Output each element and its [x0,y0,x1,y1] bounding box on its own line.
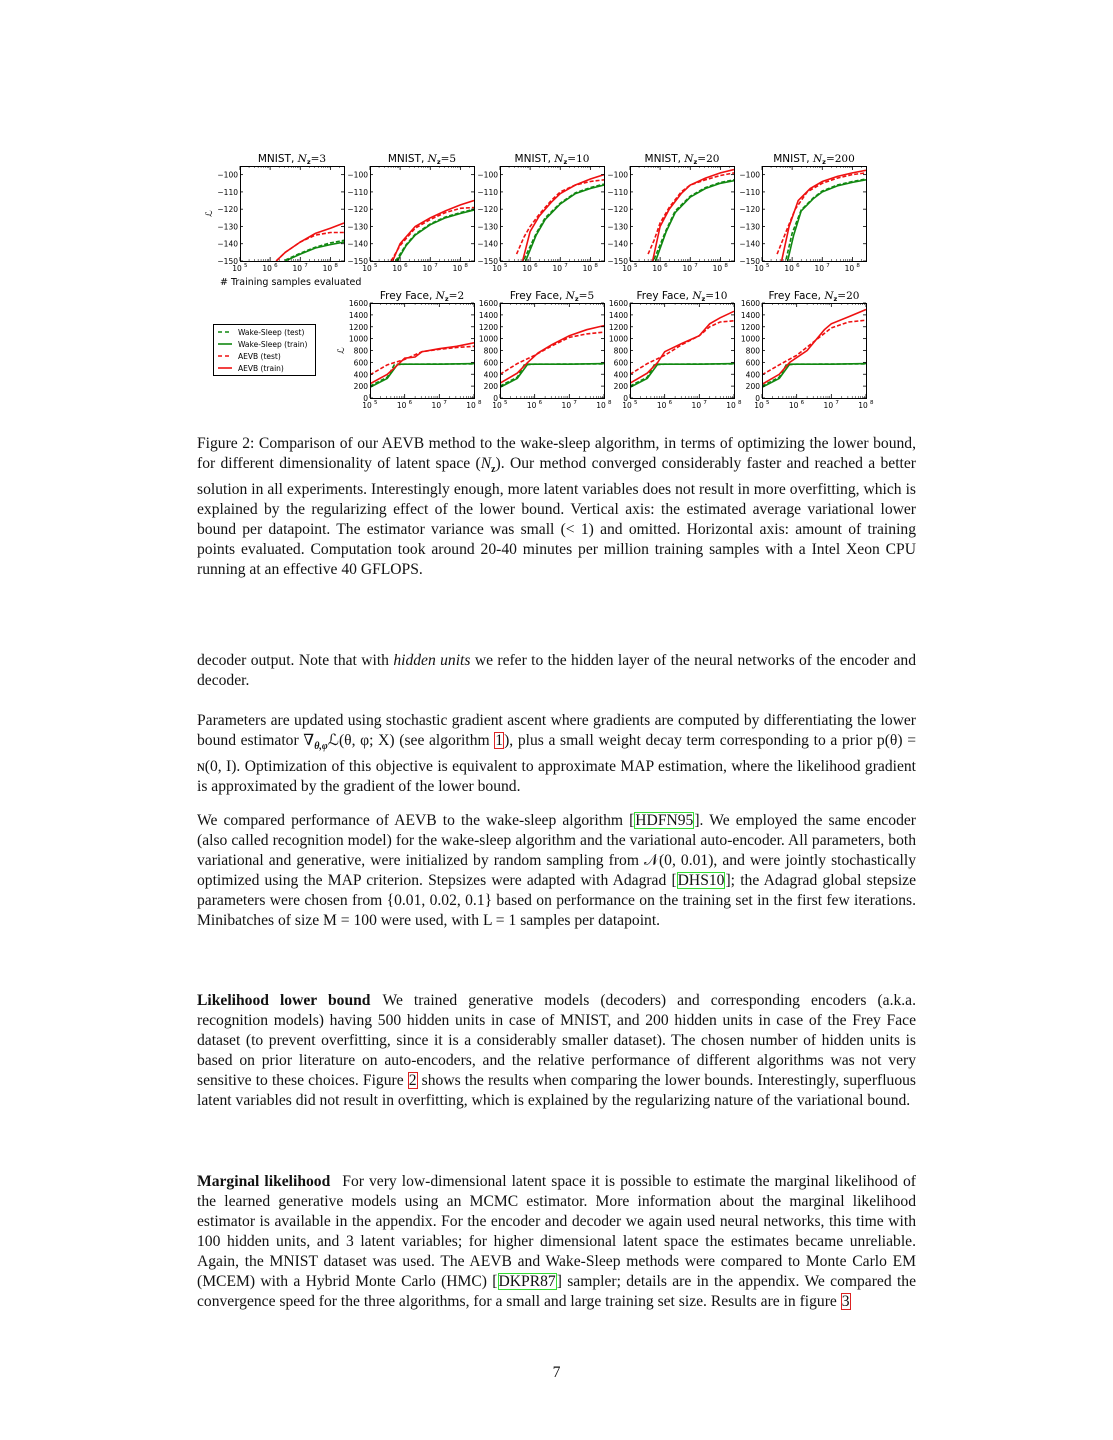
subplot-3 [607,153,734,273]
x-axis-label: # Training samples evaluated [220,277,362,288]
y-tick-label: 1600 [348,299,368,308]
y-tick-label: 400 [745,370,760,380]
subplot-1 [347,153,474,273]
y-tick-label: 1600 [740,299,760,308]
x-tick-exponent: 7 [694,263,698,269]
x-tick-label: 10 [362,401,372,410]
y-tick-label: 200 [353,382,368,392]
series-line [391,208,474,262]
y-tick-label: −120 [347,205,368,215]
subplot-title: Frey Face, Nz=20 [768,290,860,303]
figure-caption [197,434,916,580]
x-tick-exponent: 8 [870,400,874,406]
y-tick-label: −140 [607,239,628,249]
x-tick-exponent: 7 [826,263,830,269]
series-line [500,332,604,374]
x-tick-label: 10 [492,264,502,273]
x-tick-exponent: 6 [668,400,673,406]
x-tick-exponent: 8 [334,263,338,269]
x-tick-exponent: 8 [594,263,598,269]
y-axis-label: ℒ [337,347,347,354]
text: decoder output. Note that with [197,652,394,669]
paragraph-2 [197,711,916,797]
x-tick-label: 10 [422,264,433,273]
y-tick-label: 800 [483,346,498,356]
y-tick-label: −120 [477,205,498,215]
paragraph-marginal-likelihood [197,1172,916,1312]
subplot-title: MNIST, Nz=20 [644,153,720,166]
x-tick-label: 10 [362,264,372,273]
y-tick-label: 1400 [740,310,760,320]
x-tick-exponent: 8 [464,263,468,269]
legend-label: Wake-Sleep (test) [238,328,305,337]
x-tick-exponent: 7 [443,400,447,406]
series-line [654,180,734,259]
algorithm-ref-link[interactable]: 1 [495,732,504,749]
x-tick-exponent: 7 [703,400,707,406]
x-tick-exponent: 5 [244,263,248,269]
text: We compared performance of AEVB to the wake-sleep algorithm [ [197,812,635,829]
figure-3-ref-link[interactable]: 3 [841,1293,850,1310]
x-tick-label: 10 [262,264,272,273]
text: ℒ(θ, φ; X) (see algorithm [327,732,495,749]
y-tick-label: 800 [613,346,628,356]
citation-dkpr87-link[interactable]: DKPR87 [498,1273,556,1290]
x-tick-label: 10 [691,401,702,410]
paragraph-3 [197,811,916,931]
paragraph-likelihood-lower-bound [197,991,916,1111]
y-tick-label: −140 [217,239,238,249]
y-tick-label: −130 [217,222,238,232]
series-line [777,173,866,254]
y-tick-label: 0 [755,394,760,403]
series-line [500,364,604,388]
y-tick-label: 600 [483,358,498,368]
y-tick-label: 400 [613,370,628,380]
y-tick-label: −150 [477,257,498,266]
figure-2 [0,0,1113,420]
x-tick-label: 10 [232,264,242,273]
subplot-2 [477,153,604,273]
page-number: 7 [552,1364,561,1381]
y-tick-label: −150 [217,257,238,266]
x-tick-exponent: 6 [538,400,543,406]
y-tick-label: 1200 [348,322,368,332]
series-line [762,320,866,375]
x-tick-label: 10 [726,401,736,410]
x-tick-label: 10 [322,264,333,273]
y-tick-label: −150 [739,257,760,266]
x-tick-label: 10 [452,264,463,273]
subplot-0 [205,153,345,273]
x-tick-exponent: 8 [738,400,742,406]
x-tick-label: 10 [814,264,825,273]
y-tick-label: 1600 [478,299,498,308]
text: ] sampler; details are in the appendix. We compared the convergence speed for the three algorithms, for a small and large training set size. Results are in figure [197,1273,916,1310]
x-tick-exponent: 6 [274,263,278,269]
y-tick-label: −110 [739,187,760,197]
x-tick-label: 10 [844,264,855,273]
subplot-7 [609,290,742,410]
y-tick-label: 1200 [608,322,628,332]
series-line [285,242,344,261]
x-tick-label: 10 [858,401,868,410]
x-tick-label: 10 [552,264,563,273]
text: we refer to the hidden layer of the neural networks of the encoder and decoder. [197,652,916,689]
y-tick-label: −140 [347,239,368,249]
y-tick-label: −110 [217,187,238,197]
x-tick-label: 10 [784,264,794,273]
y-tick-label: 600 [353,358,368,368]
x-tick-exponent: 6 [796,263,800,269]
series-line [517,180,604,254]
subplot-title: MNIST, Nz=200 [773,153,855,166]
y-tick-label: −110 [347,187,368,197]
y-tick-label: 1000 [608,334,628,344]
y-tick-label: −100 [477,170,498,180]
x-tick-label: 10 [561,401,572,410]
y-tick-label: 200 [483,382,498,392]
subplot-8 [741,290,874,410]
x-tick-label: 10 [492,401,502,410]
y-tick-label: −130 [739,222,760,232]
x-tick-exponent: 5 [374,400,378,406]
text: ]. We employed the same encoder (also called recognition model) for the wake-sleep algorithm and the variational auto-encoder. All parameters, both variational and generative, were initialized by random sampling from 𝒩(0, 0.01), and were jointly stochastically optimized using the MAP criterion. Stepsizes were adapted with Adagrad [ [197,812,917,889]
x-tick-label: 10 [682,264,693,273]
caption-math: N [480,455,492,472]
subplot-title: MNIST, Nz=10 [514,153,590,166]
x-tick-exponent: 5 [766,263,770,269]
x-tick-label: 10 [466,401,476,410]
plot-frame [763,167,867,262]
subplot-title: Frey Face, Nz=10 [636,290,728,303]
y-tick-label: −100 [347,170,368,180]
series-line [788,180,866,261]
y-tick-label: 0 [623,394,628,403]
subplot-4 [739,153,866,273]
legend-label: AEVB (train) [238,364,284,373]
caption-text: Figure 2: Comparison of our AEVB method to the wake-sleep algorithm, in terms of optimizing the lower bound, for different dimensionality of latent space ( [197,435,916,472]
x-tick-label: 10 [392,264,402,273]
x-tick-label: 10 [582,264,593,273]
x-tick-exponent: 5 [504,263,508,269]
series-line [393,201,474,262]
plot-frame [501,167,605,262]
x-tick-exponent: 6 [534,263,538,269]
subplot-6 [479,290,612,410]
section-heading: Likelihood lower bound [197,992,371,1009]
y-tick-label: −150 [347,257,368,266]
y-tick-label: 0 [363,394,368,403]
legend [214,325,316,376]
plot-frame [501,304,605,399]
y-tick-label: −110 [607,187,628,197]
y-tick-label: 1200 [740,322,760,332]
y-tick-label: 1000 [478,334,498,344]
series-line [630,321,734,375]
x-tick-exponent: 7 [304,263,308,269]
y-tick-label: −130 [347,222,368,232]
emphasis: hidden units [393,652,471,669]
text: We trained generative models (decoders) and corresponding encoders (a.k.a. recognition models) having 500 hidden units in case of MNIST, and 200 hidden units in case of the Frey Face dataset (to prevent overfitting, since it is a considerably smaller dataset). The chosen number of hidden units is based on prior literature on auto-encoders, and the relative performance of different algorithms was not very sensitive to these choices. Figure [197,992,916,1089]
x-tick-exponent: 5 [504,400,508,406]
x-tick-exponent: 5 [766,400,770,406]
x-tick-label: 10 [622,264,632,273]
y-tick-label: 0 [493,394,498,403]
paragraph-1 [197,651,916,691]
x-tick-exponent: 6 [404,263,408,269]
y-tick-label: 1400 [478,310,498,320]
figure-2-ref-link[interactable]: 2 [408,1072,417,1089]
citation-dhs10-link[interactable]: DHS10 [677,872,725,889]
x-tick-exponent: 8 [608,400,612,406]
x-tick-label: 10 [823,401,834,410]
x-tick-exponent: 7 [573,400,577,406]
text: ]; the Adagrad global stepsize parameters were chosen from {0.01, 0.02, 0.1} based on performance on the training set in the first few iterations. Minibatches of size M = 100 were used, with L = 1 samples per datapoint. [197,872,916,929]
legend-label: AEVB (test) [238,352,281,361]
y-tick-label: 600 [613,358,628,368]
caption-text-2: ). Our method converged considerably faster and reached a better solution in all experiments. Interestingly enough, more latent variables does not result in more overfitting, which is explained by the regularizing effect of the lower bound. Vertical axis: the estimated average variational lower bound per datapoint. The estimator variance was small (< 1) and omitted. Horizontal axis: amount of training points evaluated. Computation took around 20-40 minutes per million training samples with a Intel Xeon CPU running at an effective 40 GFLOPS. [197,455,916,579]
citation-hdfn95-link[interactable]: HDFN95 [635,812,694,829]
x-tick-label: 10 [292,264,303,273]
math-sub: θ,φ [314,741,328,753]
x-tick-exponent: 6 [408,400,413,406]
x-tick-label: 10 [754,401,764,410]
x-tick-exponent: 6 [800,400,805,406]
y-tick-label: 1000 [740,334,760,344]
y-tick-label: −100 [607,170,628,180]
x-tick-label: 10 [788,401,799,410]
x-tick-label: 10 [754,264,764,273]
y-tick-label: −120 [217,205,238,215]
x-tick-label: 10 [431,401,442,410]
subplot-title: Frey Face, Nz=5 [509,290,595,303]
y-tick-label: 600 [745,358,760,368]
subplot-title: Frey Face, Nz=2 [379,290,465,303]
y-tick-label: −140 [477,239,498,249]
y-tick-label: −150 [607,257,628,266]
y-axis-label: ℒ [205,210,215,217]
series-line [370,346,474,375]
x-tick-exponent: 8 [478,400,482,406]
y-tick-label: −120 [607,205,628,215]
y-tick-label: −100 [217,170,238,180]
y-tick-label: 1000 [348,334,368,344]
y-tick-label: 400 [483,370,498,380]
x-tick-exponent: 7 [835,400,839,406]
text: shows the results when comparing the lower bounds. Interestingly, superfluous latent variables did not result in overfitting, which is explained by the regularizing nature of the variational bound. [197,1072,916,1109]
series-line [630,364,734,388]
x-tick-exponent: 7 [434,263,438,269]
x-tick-label: 10 [712,264,723,273]
text: For very low-dimensional latent space it is possible to estimate the marginal likelihood of the learned generative models using an MCMC estimator. More information about the marginal likelihood estimator is available in the appendix. For the encoder and decoder we again used neural networks, this time with 100 hidden units, and 3 latent variables; for higher dimensional latent space the estimates became unreliable. Again, the MNIST dataset was used. The AEVB and Wake-Sleep methods were compared to Monte Carlo EM (MCEM) with a Hybrid Monte Carlo (HMC) [ [197,1173,916,1290]
subplot-title: MNIST, Nz=5 [387,153,457,166]
text: Parameters are updated using stochastic gradient ascent where gradients are computed by differentiating the lower bound estimator ∇ [197,712,916,749]
y-tick-label: −130 [607,222,628,232]
legend-label: Wake-Sleep (train) [238,340,308,349]
section-heading: Marginal likelihood [197,1173,331,1190]
caption-math-sub: z [491,464,496,476]
series-line [762,310,866,385]
series-line [782,170,866,261]
y-tick-label: −100 [739,170,760,180]
text: ), plus a small weight decay term corresponding to a prior p(θ) = ɴ(0, I). Optimization of this objective is equivalent to approximate MAP estimation, where the likelihood gradient is approximated by the gradient of the lower bound. [197,732,917,796]
y-tick-label: −140 [739,239,760,249]
x-tick-exponent: 5 [634,263,638,269]
x-tick-label: 10 [522,264,532,273]
x-tick-label: 10 [622,401,632,410]
y-tick-label: 1400 [608,310,628,320]
x-tick-exponent: 5 [374,263,378,269]
x-tick-exponent: 6 [664,263,668,269]
y-tick-label: −110 [477,187,498,197]
y-tick-label: 1600 [608,299,628,308]
x-tick-exponent: 8 [856,263,860,269]
x-tick-label: 10 [396,401,407,410]
y-tick-label: 1400 [348,310,368,320]
y-tick-label: 400 [353,370,368,380]
series-line [526,185,604,261]
y-tick-label: −120 [739,205,760,215]
plot-frame [763,304,867,399]
plot-frame [631,167,735,262]
x-tick-label: 10 [596,401,606,410]
y-tick-label: 1200 [478,322,498,332]
y-tick-label: 200 [745,382,760,392]
y-tick-label: −130 [477,222,498,232]
x-tick-label: 10 [656,401,667,410]
subplot-title: MNIST, Nz=3 [257,153,327,166]
x-tick-exponent: 5 [634,400,638,406]
y-tick-label: 200 [613,382,628,392]
y-tick-label: 800 [353,346,368,356]
subplot-5 [337,290,482,410]
x-tick-exponent: 7 [564,263,568,269]
x-tick-exponent: 8 [724,263,728,269]
x-tick-label: 10 [652,264,662,273]
x-tick-label: 10 [526,401,537,410]
y-tick-label: 800 [745,346,760,356]
